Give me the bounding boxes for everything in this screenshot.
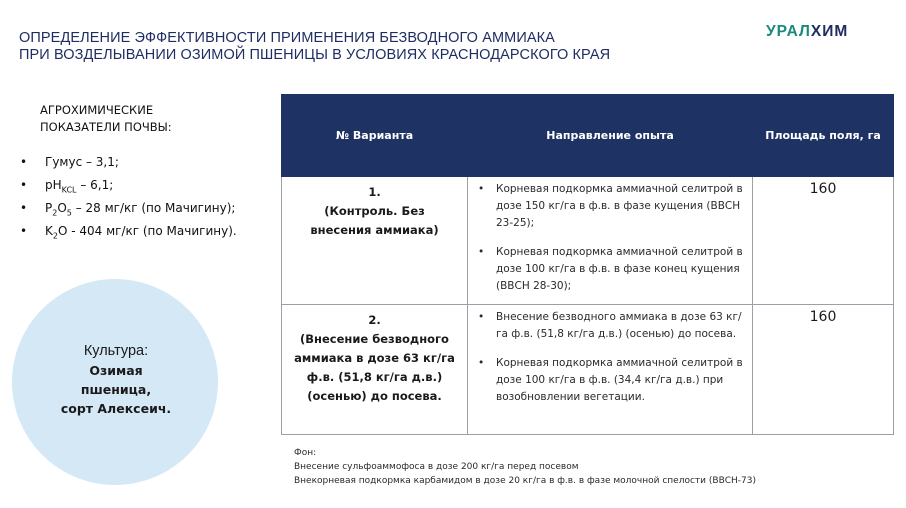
soil-heading-line-1: АГРОХИМИЧЕСКИЕ: [40, 103, 154, 117]
variant-desc-line: ф.в. (51,8 кг/га д.в.): [306, 370, 443, 384]
ph-value: – 6,1;: [76, 178, 114, 192]
variant-desc-line: внесения аммиака): [310, 223, 439, 237]
k-value: O - 404 мг/кг (по Мачигину).: [57, 224, 237, 238]
culture-label: Культура:: [83, 343, 149, 359]
background-note-line-2: Внекорневая подкормка карбамидом в дозе 20 кг/га в ф.в. в фазе молочной спелости (ВВСН-73): [294, 476, 757, 486]
direction-list: [476, 181, 746, 295]
culture-info: [42, 342, 190, 418]
table-header-row: [282, 95, 894, 177]
area-cell: 160: [753, 305, 894, 435]
background-note: [294, 446, 894, 488]
variant-desc-line: (Внесение безводного: [300, 332, 449, 346]
variant-desc-line: (осенью) до посева.: [307, 389, 442, 403]
soil-indicators-list: [20, 151, 280, 243]
direction-item: • Внесение безводного аммиака в дозе 63 кг/га ф.в. (51,8 кг/га д.в.) (осенью) до посева.: [476, 309, 746, 343]
culture-line-1: Озимая: [89, 363, 143, 378]
page-title-line-2: ПРИ ВОЗДЕЛЫВАНИИ ОЗИМОЙ ПШЕНИЦЫ В УСЛОВИЯХ КРАСНОДАРСКОГО КРАЯ: [19, 47, 611, 63]
direction-item: • Корневая подкормка аммиачной селитрой в дозе 100 кг/га в ф.в. в фазе конец кущения (ВВСН 28-30);: [476, 244, 746, 295]
direction-item: • Корневая подкормка аммиачной селитрой в дозе 100 кг/га в ф.в. (34,4 кг/га д.в.) при возобновлении вегетации.: [476, 355, 746, 406]
p-oxygen: O: [57, 201, 67, 215]
page-title: [19, 30, 719, 64]
background-note-label: Фон:: [294, 448, 317, 458]
direction-item: • Корневая подкормка аммиачной селитрой в дозе 150 кг/га в ф.в. в фазе кущения (ВВСН 23-25);: [476, 181, 746, 232]
table-row: [282, 177, 894, 305]
variant-cell: [282, 305, 468, 435]
culture-line-2: пшеница,: [80, 382, 152, 397]
direction-cell: [468, 177, 753, 305]
variant-number: 1.: [368, 185, 381, 199]
humus-text: Гумус – 3,1;: [45, 155, 119, 169]
p-label: P: [45, 201, 53, 215]
header-variant: № Варианта: [282, 95, 468, 177]
ph-subscript: KCL: [61, 185, 77, 195]
table-row: [282, 305, 894, 435]
logo-part-2: ХИМ: [810, 23, 849, 40]
k-label: K: [45, 224, 53, 238]
experiment-table: [281, 94, 894, 435]
k-subscript: 2: [52, 231, 58, 241]
area-cell: 160: [753, 177, 894, 305]
soil-item-humus: [20, 151, 280, 174]
header-direction: Направление опыта: [468, 95, 753, 177]
ph-label: pH: [45, 178, 62, 192]
variant-desc-line: (Контроль. Без: [324, 204, 425, 218]
p-subscript-2: 5: [66, 208, 72, 218]
soil-item-phosphorus: [20, 197, 280, 220]
background-note-line-1: Внесение сульфоаммофоса в дозе 200 кг/га перед посевом: [294, 462, 579, 472]
p-subscript-1: 2: [52, 208, 58, 218]
uralchem-logo: [766, 23, 848, 41]
soil-indicators-heading: [40, 102, 260, 136]
culture-line-3: сорт Алексеич.: [60, 401, 172, 416]
page-title-line-1: ОПРЕДЕЛЕНИЕ ЭФФЕКТИВНОСТИ ПРИМЕНЕНИЯ БЕЗВОДНОГО АММИАКА: [19, 30, 555, 46]
variant-desc-line: аммиака в дозе 63 кг/га: [294, 351, 455, 365]
p-value: – 28 мг/кг (по Мачигину);: [71, 201, 236, 215]
soil-item-potassium: [20, 220, 280, 243]
variant-cell: [282, 177, 468, 305]
soil-item-ph: [20, 174, 280, 197]
direction-list: [476, 309, 746, 406]
direction-cell: [468, 305, 753, 435]
header-area: Площадь поля, га: [753, 95, 894, 177]
logo-part-1: УРАЛ: [766, 23, 811, 40]
soil-heading-line-2: ПОКАЗАТЕЛИ ПОЧВЫ:: [40, 120, 172, 134]
variant-number: 2.: [368, 313, 381, 327]
